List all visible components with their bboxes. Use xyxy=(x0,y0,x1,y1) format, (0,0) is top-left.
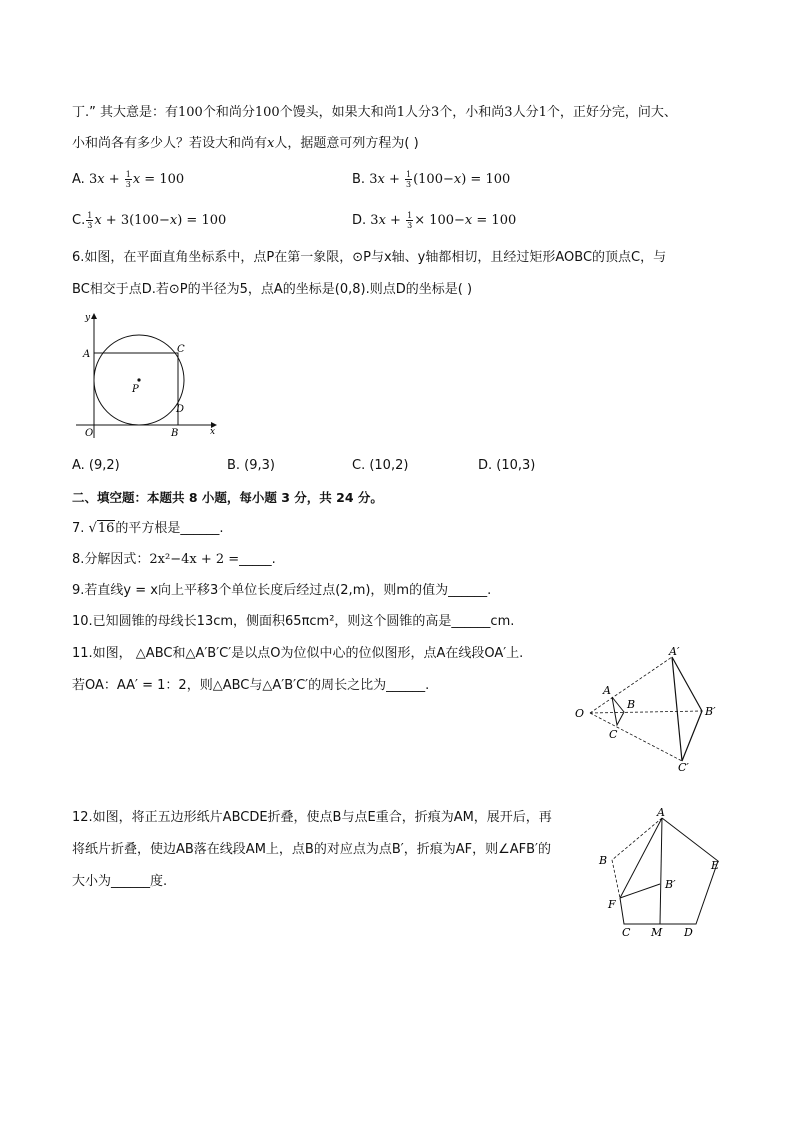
label-c-prime: C′ xyxy=(678,761,689,774)
label-c: C xyxy=(609,728,618,741)
option-label: A. xyxy=(72,172,85,187)
option-label: C. xyxy=(72,213,86,228)
q6-line1: 6.如图，在平面直角坐标系中，点P在第一象限，⊙P与x轴、y轴都相切，且经过矩形AOBC的顶点C，与 xyxy=(72,250,667,265)
q5-option-a[interactable]: A. 3x + $\frac{1}{3}$ x = 100 xyxy=(72,170,185,189)
q5-text-e: 个，小和尚 xyxy=(439,105,505,120)
q8-expression: 2x²−4x + 2 = xyxy=(149,552,240,567)
q5-option-b[interactable]: B. 3x + $\frac{1}{3}$ (100−x) = 100 xyxy=(352,170,511,189)
q5-num-2: 100 xyxy=(254,105,280,120)
label-c: C xyxy=(177,344,185,355)
q5-num-6: 1 xyxy=(538,105,547,120)
q7-line xyxy=(72,520,224,538)
option-label: D. xyxy=(352,213,367,228)
q12-line1: 12.如图，将正五边形纸片ABCDE折叠，使点B与点E重合，折痕为AM，展开后，再 xyxy=(72,810,552,825)
label-d: D xyxy=(176,404,185,415)
q5-text-c: 个馒头，如果大和尚 xyxy=(279,105,397,120)
q8-suffix: _____. xyxy=(239,552,276,567)
q8-line xyxy=(72,551,276,569)
q6-figure xyxy=(74,308,224,440)
q5-option-c[interactable]: C. $\frac{1}{3}$ x + 3(100−x) = 100 xyxy=(72,211,227,230)
q5-text-h: 小和尚各有多少人？若设大和尚有 xyxy=(72,136,268,151)
q5-text-i: 人，据题意可列方程为( ) xyxy=(274,136,419,151)
q5-text-b: 个和尚分 xyxy=(202,105,255,120)
label-c: C xyxy=(622,926,631,939)
q7-suffix: 的平方根是______. xyxy=(115,521,224,536)
q5-text-f: 人分 xyxy=(512,105,539,120)
q11-line2: 若OA：AA′ = 1：2，则△ABC与△A′B′C′的周长之比为______. xyxy=(72,678,430,693)
q6-option-a[interactable]: A. (9,2) xyxy=(72,458,120,473)
q5-num-5: 3 xyxy=(504,105,513,120)
q7-prefix: 7. xyxy=(72,521,89,536)
label-b-prime: B′ xyxy=(705,705,716,718)
triangle-a2b2c2 xyxy=(672,657,702,761)
q5-text-d: 人分 xyxy=(404,105,431,120)
q12-line2: 将纸片折叠，使边AB落在线段AM上，点B的对应点为点B′，折痕为AF，则∠AFB′的 xyxy=(72,842,551,857)
q5-line1 xyxy=(72,104,677,122)
q7-radicand: 16 xyxy=(97,521,115,536)
q5-var-x: x xyxy=(267,136,275,151)
q10-line: 10.已知圆锥的母线长13cm，侧面积65πcm²，则这个圆锥的高是______cm. xyxy=(72,614,515,629)
point-p xyxy=(137,378,140,381)
q6-option-d[interactable]: D. (10,3) xyxy=(478,458,536,473)
label-b: B xyxy=(599,854,608,867)
q12-figure xyxy=(592,806,732,942)
q12-line3: 大小为______度. xyxy=(72,874,168,889)
triangle-abc xyxy=(612,697,624,725)
q6-line2: BC相交于点D.若⊙P的半径为5，点A的坐标是(0,8).则点D的坐标是( ) xyxy=(72,282,473,297)
label-f: F xyxy=(608,898,616,911)
label-y: y xyxy=(85,313,91,323)
q5-text-g: 个，正好分完，问大、 xyxy=(546,105,677,120)
label-e: E xyxy=(711,859,720,872)
q9-line: 9.若直线y = x向上平移3个单位长度后经过点(2,m)，则m的值为______. xyxy=(72,583,492,598)
q11-figure xyxy=(572,645,732,775)
label-a: A xyxy=(657,806,665,819)
q6-option-c[interactable]: C. (10,2) xyxy=(352,458,409,473)
q6-option-b[interactable]: B. (9,3) xyxy=(227,458,276,473)
q8-prefix: 8.分解因式： xyxy=(72,552,150,567)
q5-num-3: 1 xyxy=(396,105,405,120)
label-a-prime: A′ xyxy=(669,645,680,658)
q5-line2 xyxy=(72,135,419,153)
label-x: x xyxy=(210,427,216,437)
label-b-prime: B′ xyxy=(665,878,676,891)
label-m: M xyxy=(651,926,663,939)
label-d: D xyxy=(684,926,693,939)
fold-am xyxy=(660,818,662,924)
section-heading: 二、填空题：本题共 8 小题，每小题 3 分，共 24 分。 xyxy=(72,490,383,505)
q11-line1: 11.如图， △ABC和△A′B′C′是以点O为位似中心的位似图形，点A在线段OA′上. xyxy=(72,646,524,661)
label-b: B xyxy=(627,698,636,711)
label-a: A xyxy=(83,349,91,360)
label-p: P xyxy=(132,384,139,395)
q5-num-4: 3 xyxy=(430,105,440,120)
label-o: O xyxy=(85,428,94,439)
option-label: B. xyxy=(352,172,366,187)
label-a: A xyxy=(603,684,611,697)
q5-num-1: 100 xyxy=(178,105,203,120)
label-b: B xyxy=(171,428,179,439)
sqrt-symbol: √16 xyxy=(88,521,115,536)
q5-option-d[interactable]: D. 3x + $\frac{1}{3}$ × 100−x = 100 xyxy=(352,211,517,230)
q5-text-a: 丁.” 其大意是：有 xyxy=(72,105,178,120)
label-o: O xyxy=(575,707,585,720)
